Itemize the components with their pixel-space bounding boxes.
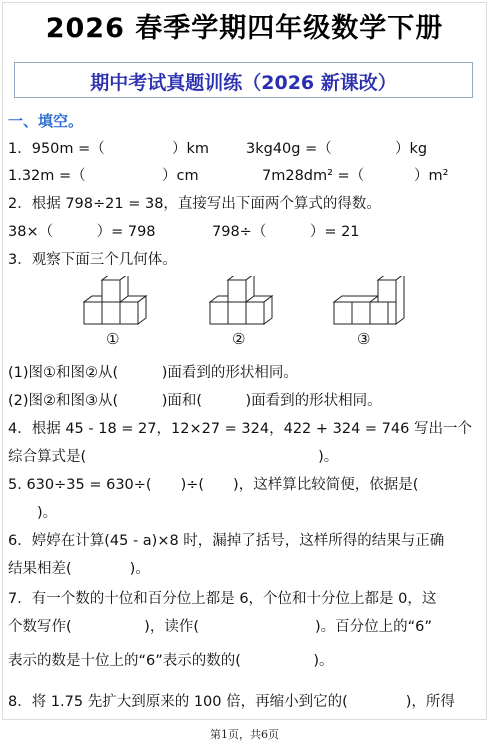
question-4-line-b: 综合算式是( )。 <box>8 449 339 465</box>
question-6-line-a: 6．婷婷在计算(45 - a)×8 时，漏掉了括号，这样所得的结果与正确 <box>8 533 445 549</box>
q1b-mid: ）cm <box>162 168 199 184</box>
figure-2-label: ② <box>232 330 246 348</box>
figure-1-label: ① <box>106 330 120 348</box>
question-4-line-a: 4．根据 45 - 18 = 27，12×27 = 324，422 + 324 = 746 写出一个 <box>8 421 472 437</box>
q1b-right: 7m28dm² =（ <box>262 168 365 184</box>
q3-part-2: (2)图②和图③从( )面和( )面看到的形状相同。 <box>8 393 382 409</box>
question-7-line-b: 个数写作( )，读作( )。百分位上的“6” <box>8 619 432 635</box>
q3-part-1: (1)图①和图②从( )面看到的形状相同。 <box>8 365 298 381</box>
question-1-line-a <box>8 137 105 158</box>
solid-1 <box>84 276 146 324</box>
q1a-right: 3kg40g =（ <box>246 141 332 157</box>
q2b: 798÷（ ）= 21 <box>212 224 360 240</box>
question-7-line-a: 7．有一个数的十位和百分位上都是 6，个位和十分位上都是 0，这 <box>8 591 437 607</box>
q1a-left: 1．950m =（ <box>8 141 105 157</box>
question-8: 8．将 1.75 先扩大到原来的 100 倍，再缩小到它的( )，所得 <box>8 694 455 710</box>
question-3: 3．观察下面三个几何体。 <box>8 252 177 268</box>
question-2: 2．根据 798÷21 = 38，直接写出下面两个算式的得数。 <box>8 196 381 212</box>
page-subtitle: 期中考试真题训练（2026 新课改） <box>90 72 397 94</box>
subtitle-box <box>14 62 473 98</box>
question-7-line-c: 表示的数是十位上的“6”表示的数的( )。 <box>8 653 334 669</box>
q2a: 38×（ ）= 798 <box>8 224 156 240</box>
page-title: 2026 春季学期四年级数学下册 <box>45 13 444 44</box>
q1b-left: 1.32m =（ <box>8 168 86 184</box>
section-heading: 一、填空。 <box>8 112 84 130</box>
page-footer: 第1页，共6页 <box>210 728 279 741</box>
q1a-end: ）kg <box>395 141 428 157</box>
solid-2 <box>210 276 272 324</box>
q1b-end: ）m² <box>414 168 449 184</box>
question-5-line-b: )。 <box>8 505 58 521</box>
q1a-mid: ）km <box>172 141 210 157</box>
solid-3 <box>334 276 404 324</box>
figure-3-label: ③ <box>357 330 371 348</box>
question-5-line-a: 5. 630÷35 = 630÷( )÷( )，这样算比较简便，依据是( <box>8 477 419 493</box>
question-6-line-b: 结果相差( )。 <box>8 561 150 577</box>
